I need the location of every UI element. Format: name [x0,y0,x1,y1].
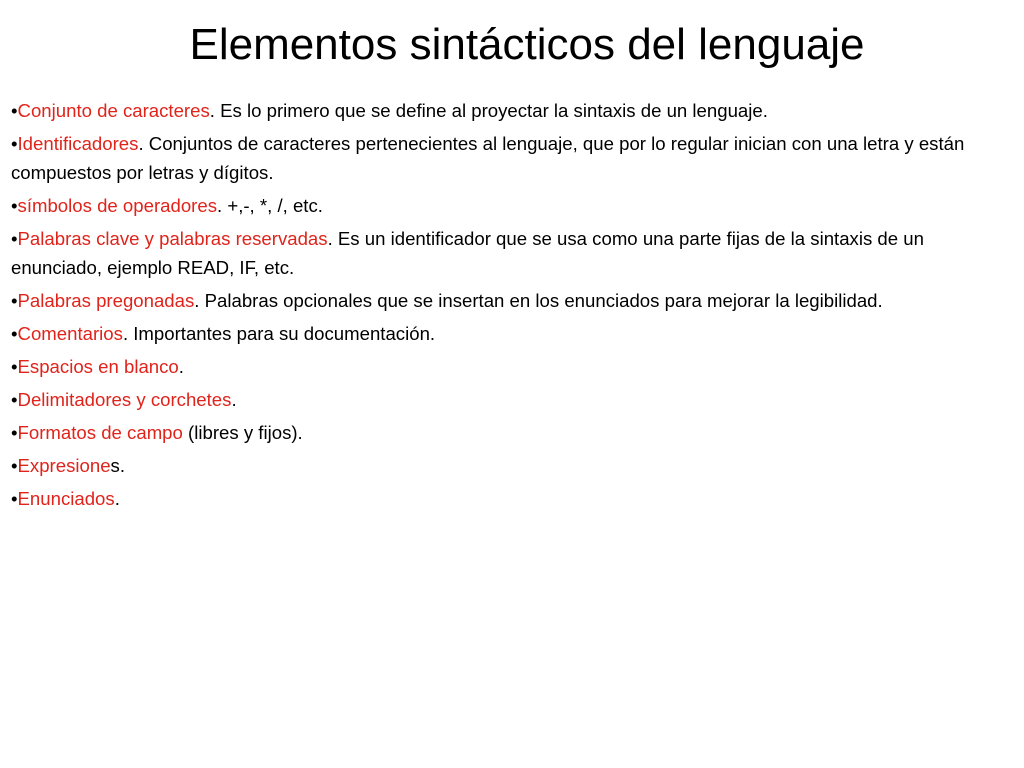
bullet-glyph: • [11,422,18,443]
item-term: Comentarios [17,323,123,344]
bullet-glyph: • [11,389,18,410]
item-description: (libres y fijos). [182,422,303,443]
bullet-glyph: • [11,133,18,154]
item-term: Enunciados [17,488,115,509]
item-description: . [231,389,237,410]
list-item [11,385,1011,414]
item-term: Palabras clave y palabras reservadas [17,228,328,249]
bullet-glyph: • [11,228,18,249]
bullet-glyph: • [11,323,18,344]
item-term: Conjunto de caracteres [17,100,210,121]
item-term: Delimitadores y corchetes [17,389,232,410]
item-description: . [114,488,120,509]
item-description: . Importantes para su documentación. [122,323,436,344]
bullet-glyph: • [11,488,18,509]
item-term: Identificadores [17,133,139,154]
item-description: . Es un identificador que se usa como una parte fijas de la sintaxis de un enunciado, ejemplo READ, IF, etc. [11,228,924,278]
slide-title: Elementos sintácticos del lenguaje [189,20,865,69]
list-item [11,418,1011,447]
bullet-glyph: • [11,100,18,121]
item-description: . Conjuntos de caracteres pertenecientes al lenguaje, que por lo regular inician con una letra y están compuestos por letras y dígitos. [11,133,965,183]
item-description: . Palabras opcionales que se insertan en los enunciados para mejorar la legibilidad. [194,290,883,311]
item-description: . Es lo primero que se define al proyectar la sintaxis de un lenguaje. [209,100,768,121]
item-description: . +,-, *, /, etc. [217,195,323,216]
item-term: Espacios en blanco [17,356,179,377]
list-item [11,319,1011,348]
list-item [11,451,1011,480]
bullet-list [11,96,1011,517]
list-item [11,224,1011,282]
list-item [11,191,1011,220]
item-description: . [178,356,184,377]
bullet-glyph: • [11,455,18,476]
item-term: Palabras pregonadas [17,290,195,311]
bullet-glyph: • [11,356,18,377]
item-term: Formatos de campo [17,422,183,443]
list-item [11,129,1011,187]
list-item [11,96,1011,125]
bullet-glyph: • [11,290,18,311]
item-description: s. [110,455,126,476]
item-term: Expresione [17,455,111,476]
list-item [11,484,1011,513]
list-item [11,286,1011,315]
list-item [11,352,1011,381]
bullet-glyph: • [11,195,18,216]
item-term: símbolos de operadores [17,195,217,216]
